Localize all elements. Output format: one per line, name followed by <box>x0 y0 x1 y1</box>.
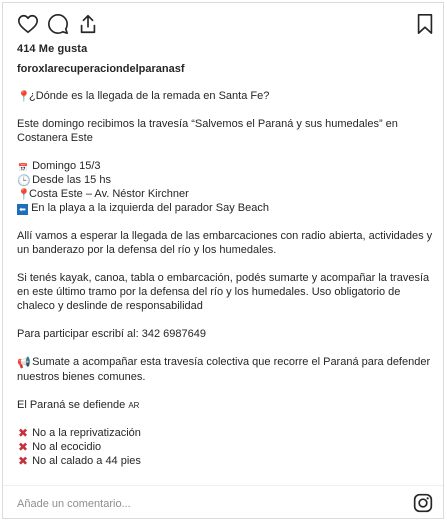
x-mark-icon: ✖ <box>17 426 29 440</box>
caption-text <box>17 89 433 468</box>
x-mark-icon: ✖ <box>17 454 29 468</box>
caption-paragraph-1: Allí vamos a esperar la llegada de las embarcaciones con radio abierta, actividades y un banderazo por la defensa del río y los humedales. <box>17 230 433 256</box>
left-arrow-square-icon: ⬅ <box>17 204 28 215</box>
comment-divider <box>3 485 443 486</box>
clock-icon: 🕒 <box>17 175 31 187</box>
author-username[interactable]: foroxlarecuperaciondelparanasf <box>17 63 185 75</box>
caption-call: 📢 Sumate a acompañar esta travesía colectiva que recorre el Paraná para defender nuestros bienes comunes. <box>17 356 431 383</box>
caption-no-item: ✖ No al ecocidio <box>17 440 102 454</box>
caption-line-question: 📍¿Dónde es la llegada de la remada en Santa Fe? <box>17 90 270 103</box>
caption-line-place: 📍Costa Este – Av. Néstor Kirchner <box>17 188 189 201</box>
bookmark-icon[interactable] <box>415 13 435 35</box>
comment-input[interactable] <box>17 495 397 513</box>
heart-icon[interactable] <box>17 13 39 35</box>
caption-no-item: ✖ No al calado a 44 pies <box>17 454 141 468</box>
action-bar <box>17 13 437 37</box>
caption-no-item: ✖ No a la reprivatización <box>17 426 141 440</box>
caption-line-date: 📅 Domingo 15/3 <box>17 159 433 173</box>
caption-paragraph-2: Si tenés kayak, canoa, tabla o embarcación, podés sumarte y acompañar la travesía en este último tramo por la defensa del río y los humedales. Uso obligatorio de chaleco y deslinde de responsabilidad <box>17 272 430 312</box>
caption-contact: Para participar escribí al: 342 6987649 <box>17 328 206 340</box>
megaphone-icon: 📢 <box>17 357 31 369</box>
likes-count[interactable]: 414 Me gusta <box>17 43 88 55</box>
flag-ar: AR <box>128 401 140 410</box>
pin-icon: 📍 <box>17 91 31 103</box>
calendar-icon: 📅 <box>18 163 28 172</box>
caption-defense: El Paraná se defiende AR <box>17 399 140 411</box>
x-mark-icon: ✖ <box>17 440 29 454</box>
caption-intro: Este domingo recibimos la travesía “Salvemos el Paraná y sus humedales” en Costanera Este <box>17 118 398 144</box>
pin-icon: 📍 <box>17 189 31 201</box>
comment-icon[interactable] <box>47 13 69 35</box>
instagram-icon[interactable] <box>413 493 433 513</box>
caption-line-beach: ⬅ En la playa a la izquierda del parador Say Beach <box>17 201 433 215</box>
share-icon[interactable] <box>77 13 99 35</box>
post-card <box>2 2 444 519</box>
caption-line-time: 🕒 Desde las 15 hs <box>17 174 111 187</box>
